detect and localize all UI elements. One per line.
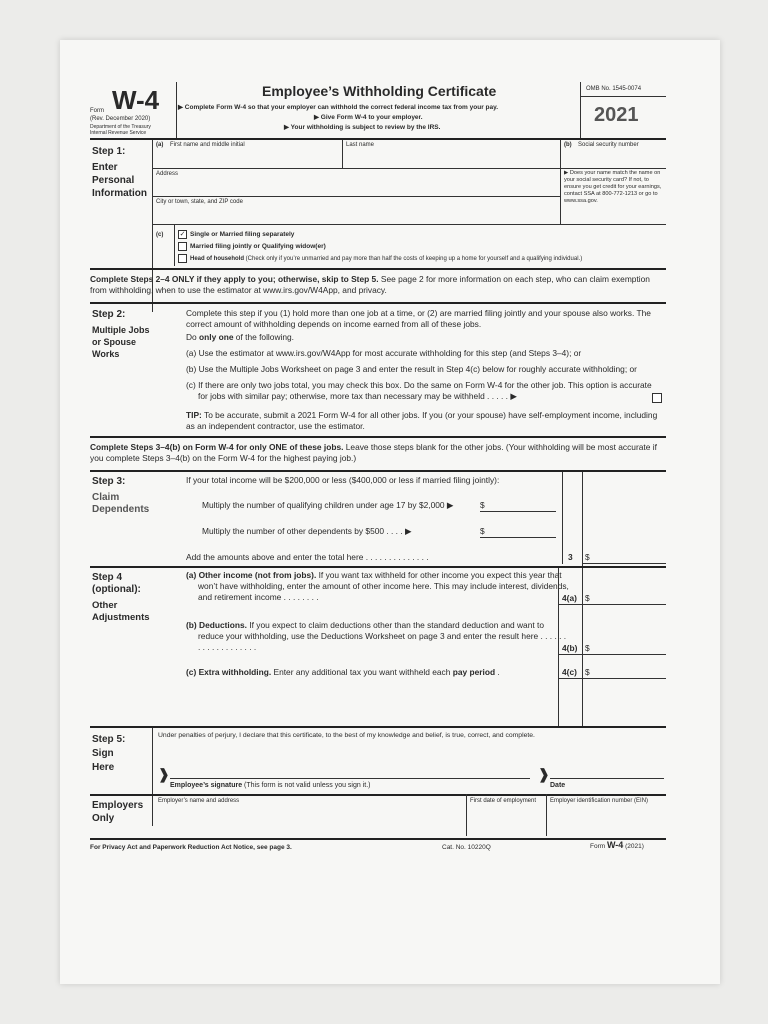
line-4a-number: 4(a) <box>562 593 577 603</box>
line-4c-input[interactable]: $ <box>585 667 590 677</box>
intro1-text: See page 2 for more information on each step, who can claim exemption from withholding, when to use the estimator at www.irs.gov/W4App, and privacy. <box>90 274 650 295</box>
catalog-number: Cat. No. 10220Q <box>442 844 491 851</box>
form-label: Form <box>90 108 104 114</box>
step2-paragraph: Complete this step if you (1) hold more than one job at a time, or (2) are married filing jointly and your spouse also works. The correct amount of withholding depends on income earned from all of these jobs. <box>186 308 651 329</box>
city-label: City or town, state, and ZIP code <box>156 199 243 205</box>
children-amount-input[interactable]: $ <box>480 500 556 512</box>
ein-input[interactable] <box>550 812 662 832</box>
line-4b-number: 4(b) <box>562 643 578 653</box>
signature-label: Employee’s signature (This form is not valid unless you sign it.) <box>170 782 371 789</box>
date-label: Date <box>550 782 566 789</box>
hoh-label: Head of household <box>190 256 244 263</box>
instruction-3: ▶ Your withholding is subject to review by the IRS. <box>284 124 441 131</box>
step1-subtitle-2: Personal <box>92 175 135 186</box>
step4-b-text: (b) Deductions. If you expect to claim deductions other than the standard deduction and want to reduce your withholding, use the Deductions Worksheet on page 3 and enter the result here . . . . . . . . . . . . . . . . . . . <box>186 620 567 652</box>
privacy-notice: For Privacy Act and Paperwork Reduction Act Notice, see page 3. <box>90 844 292 851</box>
perjury-statement: Under penalties of perjury, I declare that this certificate, to the best of my knowledge and belief, is true, correct, and complete. <box>158 732 535 739</box>
step3-sub-1: Claim <box>92 492 120 503</box>
hoh-note: (Check only if you’re unmarried and pay more than half the costs of keeping up a home for yourself and a qualifying individual.) <box>245 256 583 263</box>
step4-a-text: (a) Other income (not from jobs). If you want tax withheld for other income you expect this year that won’t have withholding, enter the amount of other income here. This may include interest, dividends, and retirement income . . . . . . . . <box>186 570 569 602</box>
address-label: Address <box>156 171 179 177</box>
single-checkbox[interactable]: ✓ <box>179 231 186 238</box>
filing-option-hoh[interactable] <box>178 254 582 263</box>
step2-tip: TIP: To be accurate, submit a 2021 Form W-4 for all other jobs. If you (or your spouse) have self-employment income, including as an independent contractor, use the estimator. <box>186 410 658 431</box>
step2-option-c: (c) If there are only two jobs total, you may check this box. Do the same on Form W-4 for the other job. This option is accurate for jobs with similar pay; otherwise, more tax than necessary may be withheld . . . . . ▶ <box>186 380 652 401</box>
step1-subtitle-1: Enter <box>92 162 118 173</box>
address-input[interactable] <box>156 179 556 193</box>
tax-year: 2021 <box>594 104 639 126</box>
married-checkbox[interactable] <box>178 242 187 251</box>
field-b-label: (b) <box>564 142 572 148</box>
employer-name-label: Employer’s name and address <box>158 798 240 804</box>
omb-number: OMB No. 1545-0074 <box>586 86 642 92</box>
signature-arrow-icon: ❱ <box>158 766 170 782</box>
step1-title: Step 1: <box>92 146 126 157</box>
filing-option-single[interactable] <box>178 230 294 239</box>
step2-option-a: (a) Use the estimator at www.irs.gov/W4App for most accurate withholding for this step (and Steps 3–4); or <box>186 348 582 358</box>
step2-sub-1: Multiple Jobs <box>92 325 150 335</box>
form-dept: Department of the Treasury <box>90 124 151 130</box>
date-input[interactable] <box>550 762 664 779</box>
step4-title: Step 4 <box>92 572 123 583</box>
step3-line-others: Multiply the number of other dependents by $500 . . . . ▶ <box>202 526 412 536</box>
last-name-input[interactable] <box>346 150 556 164</box>
intro-steps-2-4 <box>90 274 666 296</box>
ein-label: Employer identification number (EIN) <box>550 798 649 804</box>
form-title: Employee’s Withholding Certificate <box>262 83 497 99</box>
step5-sub-2: Here <box>92 762 115 773</box>
form-rev: (Rev. December 2020) <box>90 116 151 122</box>
employer-name-input[interactable] <box>158 806 458 830</box>
intro1-bold: Complete Steps 2–4 ONLY if they apply to you; otherwise, skip to Step 5. <box>90 274 379 284</box>
step5-sub-1: Sign <box>92 748 114 759</box>
first-date-input[interactable] <box>470 812 540 832</box>
line-3-number: 3 <box>568 552 573 562</box>
instruction-2: ▶ Give Form W-4 to your employer. <box>314 114 423 121</box>
step3-sub-2: Dependents <box>92 504 150 515</box>
step3-line-total: Add the amounts above and enter the total here . . . . . . . . . . . . . . <box>186 552 429 562</box>
step2-sub-3: Works <box>92 349 120 359</box>
paper-page <box>60 40 720 984</box>
step4-sub-0: (optional): <box>92 584 141 595</box>
intro-steps-3-4b: Complete Steps 3–4(b) on Form W-4 for only ONE of these jobs. Leave those steps blank for the other jobs. (Your withholding will be most accurate if you complete Steps 3–4(b) on the Form W-4 for the highest paying job.) <box>90 442 657 463</box>
employers-title-2: Only <box>92 813 115 824</box>
two-jobs-checkbox[interactable] <box>652 393 662 403</box>
line-4c-number: 4(c) <box>562 667 577 677</box>
footer-form-label: Form W-4 (2021) <box>590 840 644 850</box>
first-name-input[interactable] <box>170 150 338 164</box>
hoh-checkbox[interactable] <box>178 254 187 263</box>
line-4b-input[interactable]: $ <box>585 643 590 653</box>
step3-line-children: Multiply the number of qualifying children under age 17 by $2,000 ▶ <box>202 500 454 510</box>
date-arrow-icon: ❱ <box>538 766 550 782</box>
step2-sub-2: or Spouse <box>92 337 137 347</box>
step3-title: Step 3: <box>92 476 126 487</box>
line-4a-input[interactable]: $ <box>585 593 590 603</box>
step2-title: Step 2: <box>92 309 126 320</box>
form-irs: Internal Revenue Service <box>90 130 147 136</box>
last-name-label: Last name <box>346 142 375 148</box>
instruction-1: ▶ Complete Form W-4 so that your employer can withhold the correct federal income tax from your pay. <box>178 104 499 111</box>
signature-input[interactable] <box>170 762 530 779</box>
ssn-match-note: ▶ Does your name match the name on your social security card? If not, to ensure you get credit for your earnings, contact SSA at 800-772-1213 or go to www.ssa.gov. <box>564 170 662 204</box>
ssn-label: Social security number <box>578 142 639 148</box>
filing-option-married[interactable] <box>178 242 326 251</box>
ssn-input[interactable] <box>564 150 662 164</box>
step4-c-text: (c) Extra withholding. Enter any additional tax you want withheld each pay period . <box>186 667 500 677</box>
city-input[interactable] <box>156 207 556 221</box>
step4-sub-2: Adjustments <box>92 612 150 623</box>
field-a-label: (a) <box>156 142 164 148</box>
step5-title: Step 5: <box>92 734 126 745</box>
married-label: Married filing jointly or Qualifying widow(er) <box>190 243 326 251</box>
employers-title-1: Employers <box>92 800 144 811</box>
form-number: W-4 <box>112 85 160 115</box>
line-3-input[interactable]: $ <box>585 552 590 562</box>
step3-line-intro: If your total income will be $200,000 or less ($400,000 or less if married filing jointly): <box>186 475 500 485</box>
others-amount-input[interactable]: $ <box>480 526 556 538</box>
first-date-label: First date of employment <box>470 798 537 804</box>
single-label: Single or Married filing separately <box>190 231 295 239</box>
first-name-label: First name and middle initial <box>170 142 245 148</box>
step2-do-only-one: Do only one of the following. <box>186 332 295 342</box>
field-c-label: (c) <box>156 232 164 238</box>
step1-subtitle-3: Information <box>92 188 147 199</box>
step2-option-b: (b) Use the Multiple Jobs Worksheet on page 3 and enter the result in Step 4(c) below for roughly accurate withholding; or <box>186 364 637 374</box>
step4-sub-1: Other <box>92 600 118 611</box>
